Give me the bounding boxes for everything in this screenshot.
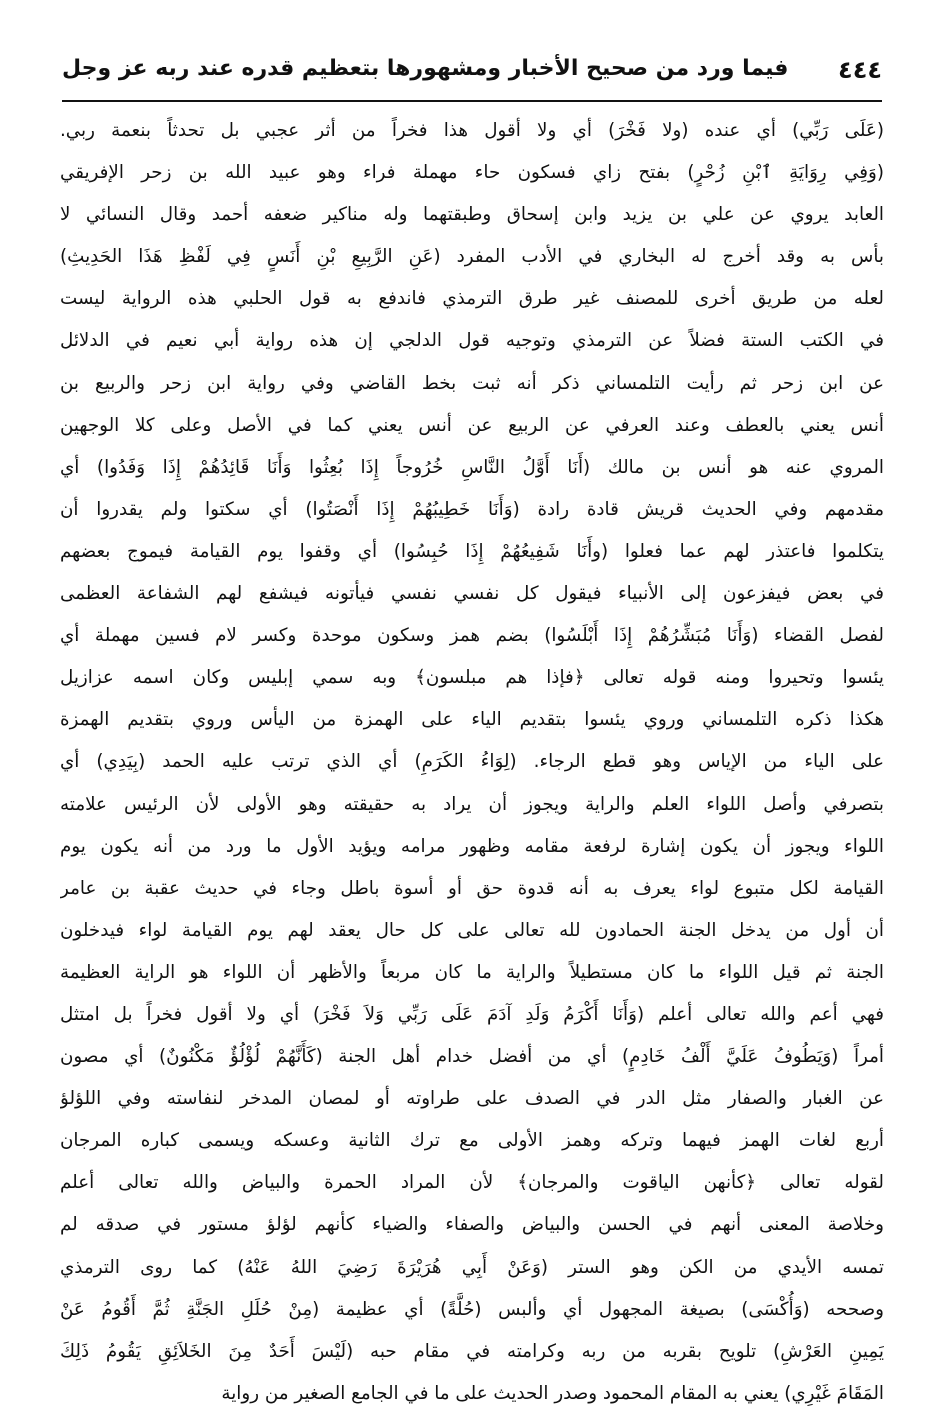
text-line: عن الغبار والصفار مثل الدر في الصدف على طراوته أو لمصان المدخر لنفاسته وفي اللؤلؤ bbox=[60, 1088, 884, 1110]
text-line: أربع لغات الهمز فيهما وتركه وهمز الأولى مع ترك الثانية وعسكه ويسمى كباره المرجان bbox=[60, 1130, 884, 1152]
text-line: لعله من طريق أخرى للمصنف غير طرق الترمذي فاندفع به قول الحلبي هذه الرواية ليست bbox=[60, 288, 884, 310]
text-line: مقدمهم وفي الحديث قريش قادة رادة (وَأَنَا خَطِيبُهُمْ إِذَا أَنْصَتُوا) أي سكتوا ولم يقدروا أن bbox=[60, 498, 884, 520]
text-line: العابد يروي عن علي بن يزيد وابن إسحاق وطبقتهما وله مناكير ضعفه أحمد وقال النسائي لا bbox=[60, 204, 884, 226]
text-line: وخلاصة المعنى أنهم في الحسن والبياض والصفاء والضياء كأنهم لؤلؤ مستور في صدقه لم bbox=[60, 1214, 884, 1236]
running-title: فيما ورد من صحيح الأخبار ومشهورها بتعظيم قدره عند ربه عز وجل bbox=[62, 56, 789, 81]
text-line: بتصرفي وأصل اللواء العلم والراية ويجوز أن يراد به حقيقته وهو الأولى لأن الرئيس علامته bbox=[60, 793, 884, 815]
text-line: لقوله تعالى ﴿كأنهن الياقوت والمرجان﴾ لأن المراد الحمرة والبياض والله تعالى أعلم bbox=[60, 1172, 884, 1194]
text-line: في الكتب الستة فضلاً عن الترمذي وتوجيه قول الدلجي إن هذه رواية أبي نعيم في الدلائل bbox=[60, 330, 884, 352]
text-line: أن أول من يدخل الجنة الحمادون لله تعالى على كل حال يعقد لهم يوم القيامة لواء فيدخلون bbox=[60, 919, 884, 941]
text-line: الجنة ثم قيل اللواء ما كان مستطيلاً والراية ما كان مربعاً والأظهر أن اللواء هو الراية العظيمة bbox=[60, 961, 884, 983]
text-line: بأس به وقد أخرج له البخاري في الأدب المفرد (عَنِ الرَّبِيعِ بْنِ أَنَسٍ فِي لَفْظِ هَذَا الحَدِيثِ) bbox=[60, 246, 884, 268]
text-line: تمسه الأيدي من الكن وهو الستر (وَعَنْ أَبِي هُرَيْرَةَ رَضِيَ اللهُ عَنْهُ) كما روى الترمذي bbox=[60, 1256, 884, 1278]
page-number: ٤٤٤ bbox=[838, 56, 882, 84]
body-text bbox=[60, 110, 884, 1415]
text-line: يتكلموا فاعتذر لهم عما فعلوا (وأَنَا شَفِيعُهُمْ إِذَا حُبِسُوا) أي وقفوا يوم القيامة فيموج بعضهم bbox=[60, 540, 884, 562]
text-line: وصححه (وَأُكْسَى) بصيغة المجهول أي وألبس (حُلَّةً) أي عظيمة (مِنْ حُلَلِ الجَنَّةِ ثُمَّ أَقُومُ عَنْ bbox=[60, 1298, 884, 1320]
text-line: في بعض فيفزعون إلى الأنبياء فيقول كل نفسي نفسي فيأتونه فيشفع لهم الشفاعة العظمى bbox=[60, 583, 884, 605]
text-line: فهي أعم والله تعالى أعلم (وَأَنَا أَكْرَمُ وَلَدِ آدَمَ عَلَى رَبِّي وَلاَ فَخْرَ) أي ولا أقول فخراً بل امتثل bbox=[60, 1003, 884, 1025]
text-line: المروي عنه هو أنس بن مالك (أَنَا أَوَّلُ النَّاسِ خُرُوجاً إِذَا بُعِثُوا وَأَنَا قَائِدُهُمْ إِذَا وَفَدُوا) أي bbox=[60, 456, 884, 478]
text-line: يئسوا وتحيروا ومنه قوله تعالى ﴿فإذا هم مبلسون﴾ وبه سمي إبليس وكان اسمه عزازيل bbox=[60, 667, 884, 689]
header-divider bbox=[62, 100, 882, 102]
text-line: (عَلَى رَبِّي) أي عنده (ولا فَخْرَ) أي ولا أقول هذا فخراً من أثر عجبي بل تحدثاً بنعمة ربي. bbox=[60, 120, 884, 141]
text-line: هكذا ذكره التلمساني وروي يئسوا بتقديم الياء على الهمزة من اليأس وروي بتقديم الهمزة bbox=[60, 709, 884, 731]
text-line: القيامة لكل متبوع لواء يعرف به أنه قدوة حق أو أسوة باطل وجاء في حديث عقبة بن عامر bbox=[60, 877, 884, 899]
text-line: (وَفِي رِوَايَةِ ٱبْنِ زُحْرٍ) بفتح زاي فسكون حاء مهملة فراء وهو عبيد الله بن زحر الإفريقي bbox=[60, 162, 884, 184]
text-line: عن ابن زحر ثم رأيت التلمساني ذكر أنه ثبت بخط القاضي وفي رواية ابن زحر والربيع بن bbox=[60, 372, 884, 394]
text-line: لفصل القضاء (وَأَنَا مُبَشِّرُهُمْ إِذَا أَبْلَسُوا) بضم همز وسكون موحدة وكسر لام فسين مهملة أي bbox=[60, 625, 884, 647]
text-line: على الياء من الإياس وهو قطع الرجاء. (لِوَاءُ الكَرَمِ) أي الذي ترتب عليه الحمد (بِيَدِي) أي bbox=[60, 751, 884, 773]
text-line: يَمِينِ العَرْشِ) تلويح بقربه من ربه وكرامته في مقام حبه (لَيْسَ أَحَدٌ مِنَ الخَلاَئِقِ يَقُومُ ذَلِكَ bbox=[60, 1340, 884, 1362]
text-line: أمراً (وَيَطُوفُ عَلَيَّ أَلْفُ خَادِمٍ) أي من أفضل خدام أهل الجنة (كَأَنَّهُمْ لُؤْلُؤٌ مَكْنُونٌ) أي مصون bbox=[60, 1046, 884, 1068]
text-line: المَقَامَ غَيْرِي) يعني به المقام المحمود وصدر الحديث على ما في الجامع الصغير من رواية bbox=[221, 1382, 884, 1404]
text-line: أنس يعني بالعطف وعند العرفي عن الربيع عن أنس يعني كما في الأصل وعلى كلا الوجهين bbox=[60, 414, 884, 436]
page-header bbox=[62, 50, 882, 94]
text-line: اللواء ويجوز أن يكون إشارة لرفعة مقامه وظهور مرامه ويؤيد الأول ما ورد من أنه يكون يوم bbox=[60, 835, 884, 857]
